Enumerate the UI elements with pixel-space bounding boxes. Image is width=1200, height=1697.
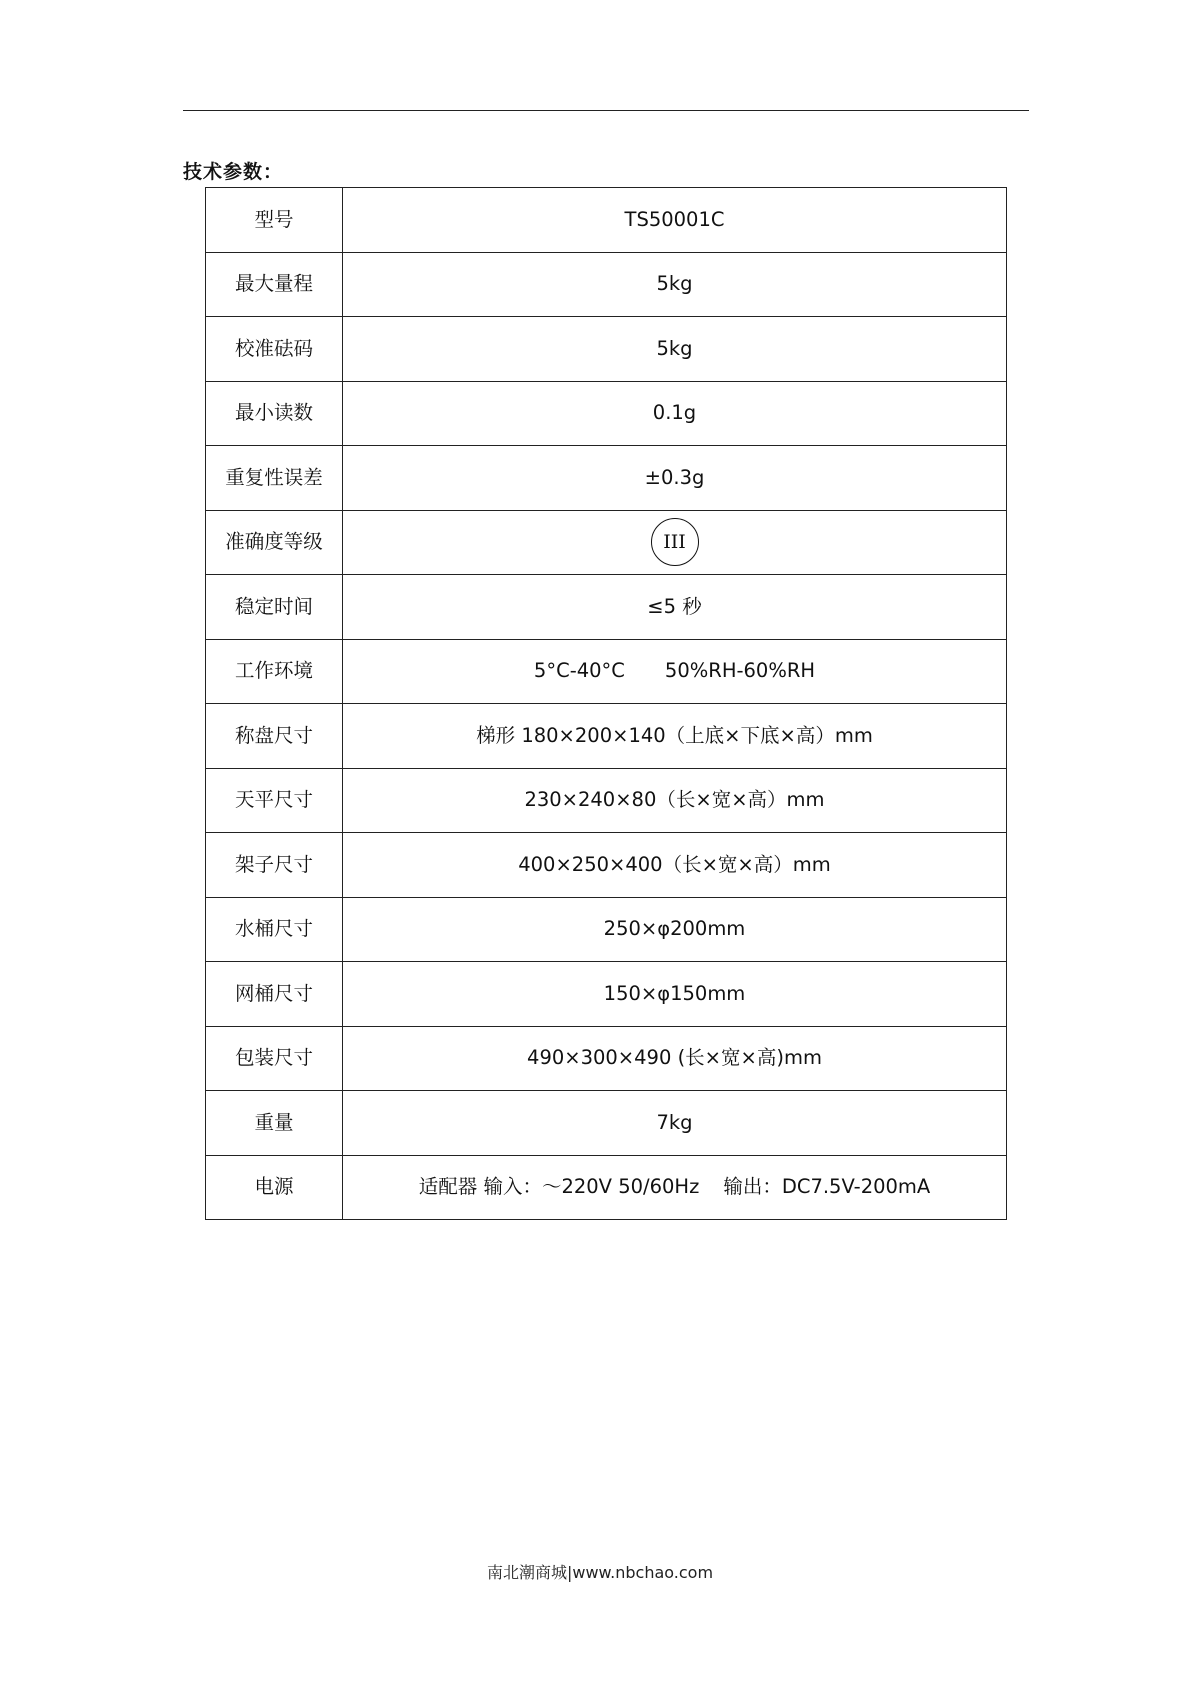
spec-value: 7kg [343,1091,1007,1156]
spec-table [205,187,1007,1220]
spec-value [343,510,1007,575]
spec-label: 校准砝码 [206,317,343,382]
spec-label: 准确度等级 [206,510,343,575]
footer-brand: 南北潮商城 [486,1563,567,1582]
spec-label: 称盘尺寸 [206,704,343,769]
spec-value: 490×300×490 (长×宽×高)mm [343,1026,1007,1091]
spec-value: 150×φ150mm [343,962,1007,1027]
spec-value: TS50001C [343,188,1007,253]
table-row [206,317,1007,382]
table-row [206,381,1007,446]
power-output: 输出：DC7.5V-200mA [723,1175,931,1199]
table-row [206,188,1007,253]
spec-value: 5kg [343,252,1007,317]
spec-label: 最小读数 [206,381,343,446]
table-row [206,962,1007,1027]
table-row [206,510,1007,575]
spec-label: 工作环境 [206,639,343,704]
spec-value: ≤5 秒 [343,575,1007,640]
power-input: 适配器 输入：～220V 50/60Hz [418,1175,700,1199]
spec-label: 天平尺寸 [206,768,343,833]
footer-url: www.nbchao.com [572,1563,714,1582]
table-row [206,704,1007,769]
table-row [206,446,1007,511]
spec-value [343,1155,1007,1220]
spec-label: 型号 [206,188,343,253]
spec-label: 网桶尺寸 [206,962,343,1027]
spec-value: 400×250×400（长×宽×高）mm [343,833,1007,898]
spec-label: 架子尺寸 [206,833,343,898]
spec-value: 230×240×80（长×宽×高）mm [343,768,1007,833]
humidity-range: 50%RH-60%RH [664,659,816,683]
table-row [206,768,1007,833]
header-rule [183,110,1029,111]
table-row [206,833,1007,898]
table-row [206,252,1007,317]
spec-label: 最大量程 [206,252,343,317]
spec-value: 5kg [343,317,1007,382]
table-row [206,575,1007,640]
accuracy-class-mark: III [651,518,699,566]
section-heading: 技术参数： [183,161,284,183]
table-row [206,1091,1007,1156]
spec-label: 包装尺寸 [206,1026,343,1091]
spec-value [343,639,1007,704]
spec-label: 重量 [206,1091,343,1156]
footer-separator: | [566,1563,573,1582]
spec-label: 稳定时间 [206,575,343,640]
spec-label: 水桶尺寸 [206,897,343,962]
table-row [206,1026,1007,1091]
page-footer [0,1562,1200,1584]
spec-value: 250×φ200mm [343,897,1007,962]
table-row [206,1155,1007,1220]
temperature-range: 5°C-40°C [533,659,625,683]
spec-value: ±0.3g [343,446,1007,511]
spec-label: 电源 [206,1155,343,1220]
spec-value: 0.1g [343,381,1007,446]
spec-value: 梯形 180×200×140（上底×下底×高）mm [343,704,1007,769]
table-row [206,639,1007,704]
table-row [206,897,1007,962]
spec-label: 重复性误差 [206,446,343,511]
